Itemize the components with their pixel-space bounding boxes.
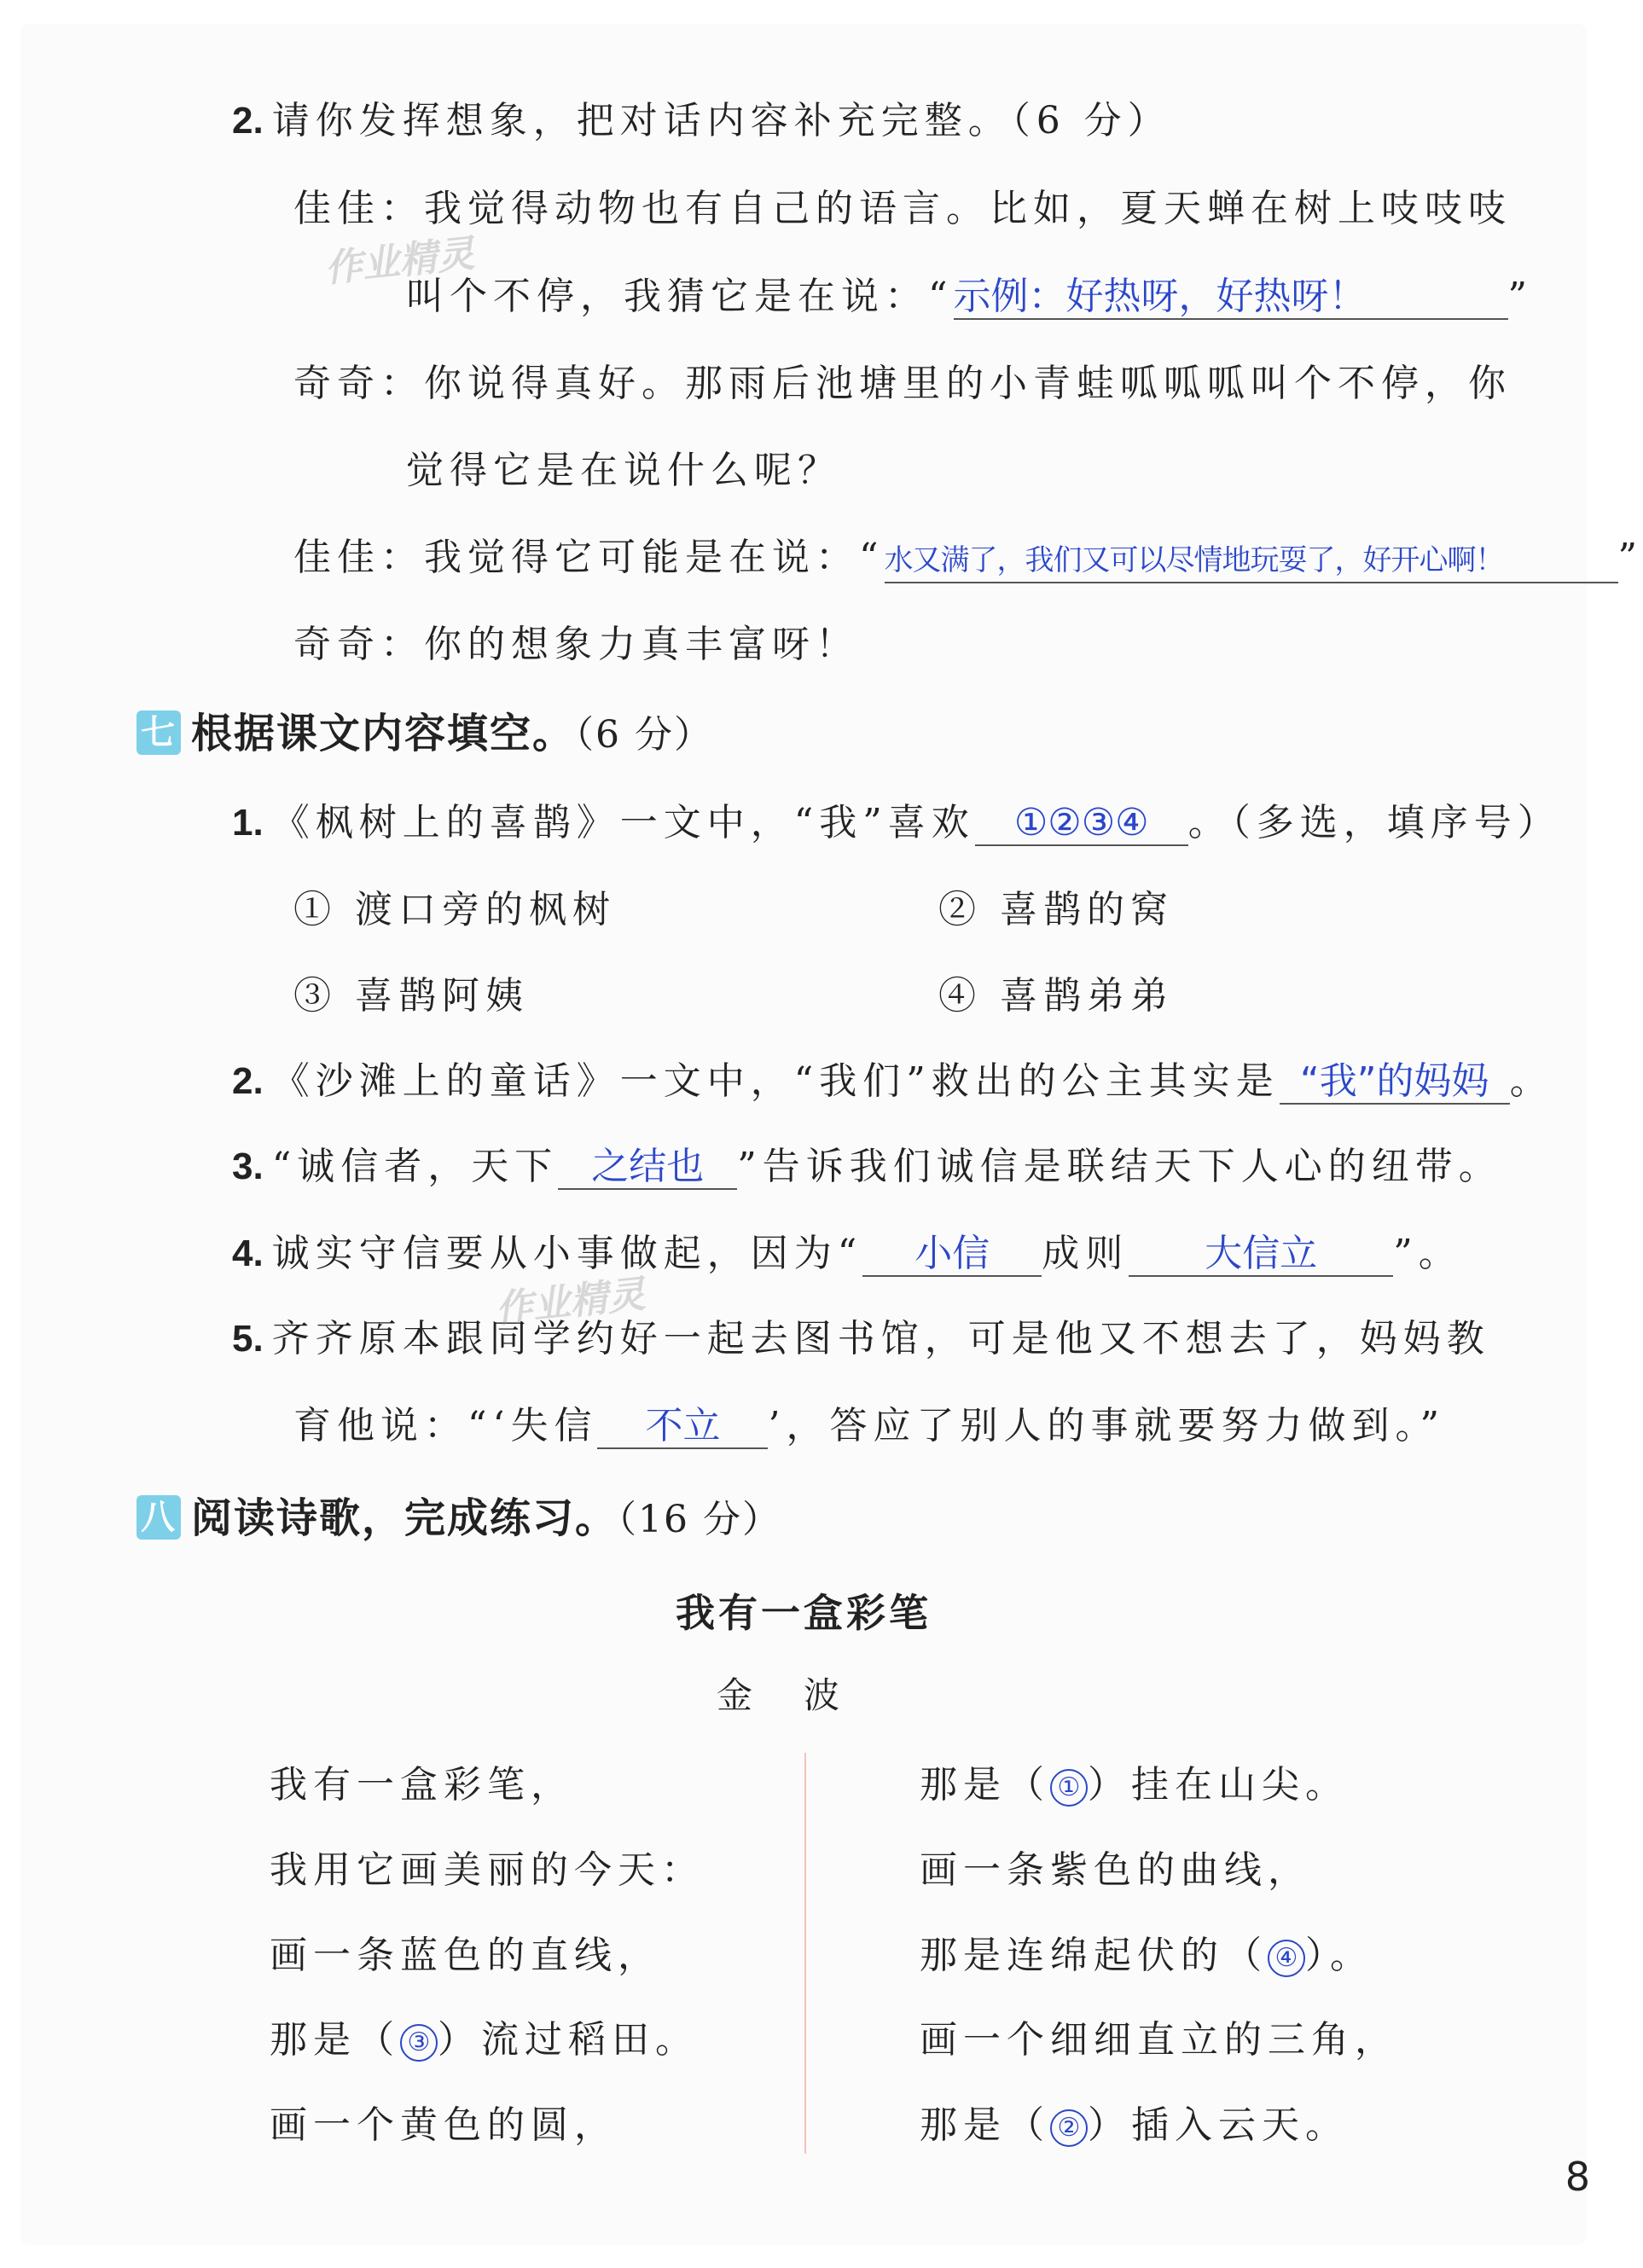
- option-3: ③ 喜鹊阿姨: [293, 974, 529, 1018]
- option-4: ④ 喜鹊弟弟: [938, 974, 1174, 1018]
- dialogue-line-2: 叫个不停，我猜它是在说：“示例：好热呀，好热呀！ ”: [406, 275, 1533, 318]
- answer-circle[interactable]: ①: [1050, 1769, 1088, 1807]
- dialogue-line-3: 奇奇：你说得真好。那雨后池塘里的小青蛙呱呱呱叫个不停，你: [293, 362, 1512, 405]
- option-1: ① 渡口旁的枫树: [293, 888, 616, 931]
- dialogue-line-4: 觉得它是在说什么呢？: [406, 449, 841, 492]
- question-number: 2.: [232, 100, 264, 142]
- dialogue-line-1: 佳佳：我觉得动物也有自己的语言。比如，夏天蝉在树上吱吱吱: [293, 187, 1512, 230]
- answer-blank[interactable]: ①②③④: [975, 802, 1188, 846]
- poem-left-line-5: 画一个黄色的圆，: [270, 2103, 618, 2147]
- poem-right-line-3: 那是连绵起伏的（ ④ ）。: [920, 1934, 1373, 1977]
- answer-blank[interactable]: 不立: [597, 1405, 768, 1449]
- question-2: [232, 96, 1171, 147]
- section-badge: 七: [136, 711, 181, 755]
- poem-left-line-1: 我有一盒彩笔，: [270, 1763, 574, 1807]
- poem-left-line-3: 画一条蓝色的直线，: [270, 1934, 661, 1977]
- page-background: [20, 24, 1587, 2245]
- dialogue-line-6: 奇奇：你的想象力真丰富呀！: [293, 623, 859, 666]
- section-7-item-1: 1. 《枫树上的喜鹊》一文中，“我”喜欢 ①②③④ 。（多选，填序号）: [232, 801, 1561, 844]
- poem-right-line-5: 那是（ ② ）插入云天。: [920, 2103, 1349, 2147]
- poem-right-line-4: 画一个细细直立的三角，: [920, 2018, 1398, 2062]
- answer-blank[interactable]: 大信立: [1129, 1233, 1393, 1277]
- page-number: 8: [1565, 2154, 1590, 2200]
- section-7-item-3: 3. “诚信者，天下 之结也 ”告诉我们诚信是联结天下人心的纽带。: [232, 1145, 1502, 1188]
- answer-blank[interactable]: “我”的妈妈: [1280, 1060, 1510, 1105]
- answer-circle[interactable]: ③: [400, 2024, 438, 2062]
- section-7-item-5: 5. 齐齐原本跟同学约好一起去图书馆，可是他又不想去了，妈妈教: [232, 1317, 1490, 1360]
- section-7-item-2: 2. 《沙滩上的童话》一文中，“我们”救出的公主其实是 “我”的妈妈 。: [232, 1059, 1553, 1103]
- poem-left-line-4: 那是（ ③ ）流过稻田。: [270, 2018, 699, 2062]
- poem-title: 我有一盒彩笔: [676, 1590, 932, 1636]
- section-7-item-5-cont: 育他说：“‘失信 不立 ’，答应了别人的事就要努力做到。”: [293, 1404, 1445, 1447]
- section-8-title: 八 阅读诗歌，完成练习。（16 分）: [136, 1493, 781, 1546]
- question-text: 请你发挥想象，把对话内容补充完整。（6 分）: [271, 99, 1171, 142]
- watermark: 作业精灵: [322, 231, 477, 292]
- poem-divider: [804, 1753, 806, 2154]
- option-2: ② 喜鹊的窝: [938, 888, 1174, 931]
- dialogue-line-5: 佳佳：我觉得它可能是在说：“水又满了，我们又可以尽情地玩耍了，好开心啊！ ”: [293, 532, 1643, 583]
- poem-left-line-2: 我用它画美丽的今天：: [270, 1848, 705, 1892]
- poem-right-line-2: 画一条紫色的曲线，: [920, 1848, 1311, 1892]
- section-7-item-4: 4. 诚实守信要从小事做起，因为“ 小信 成则 大信立 ”。: [232, 1232, 1462, 1275]
- answer-blank[interactable]: 小信: [862, 1233, 1042, 1277]
- answer-blank[interactable]: 水又满了，我们又可以尽情地玩耍了，好开心啊！: [885, 539, 1618, 583]
- answer-circle[interactable]: ④: [1268, 1940, 1305, 1977]
- answer-blank[interactable]: 示例：好热呀，好热呀！: [954, 276, 1508, 320]
- poem-author: 金波: [716, 1674, 891, 1716]
- poem-right-line-1: 那是（ ① ）挂在山尖。: [920, 1763, 1349, 1807]
- watermark: 作业精灵: [493, 1272, 647, 1332]
- section-badge: 八: [136, 1495, 181, 1540]
- section-7-title: 七 根据课文内容填空。（6 分）: [136, 708, 713, 761]
- answer-blank[interactable]: 之结也: [558, 1146, 737, 1190]
- answer-circle[interactable]: ②: [1050, 2109, 1088, 2147]
